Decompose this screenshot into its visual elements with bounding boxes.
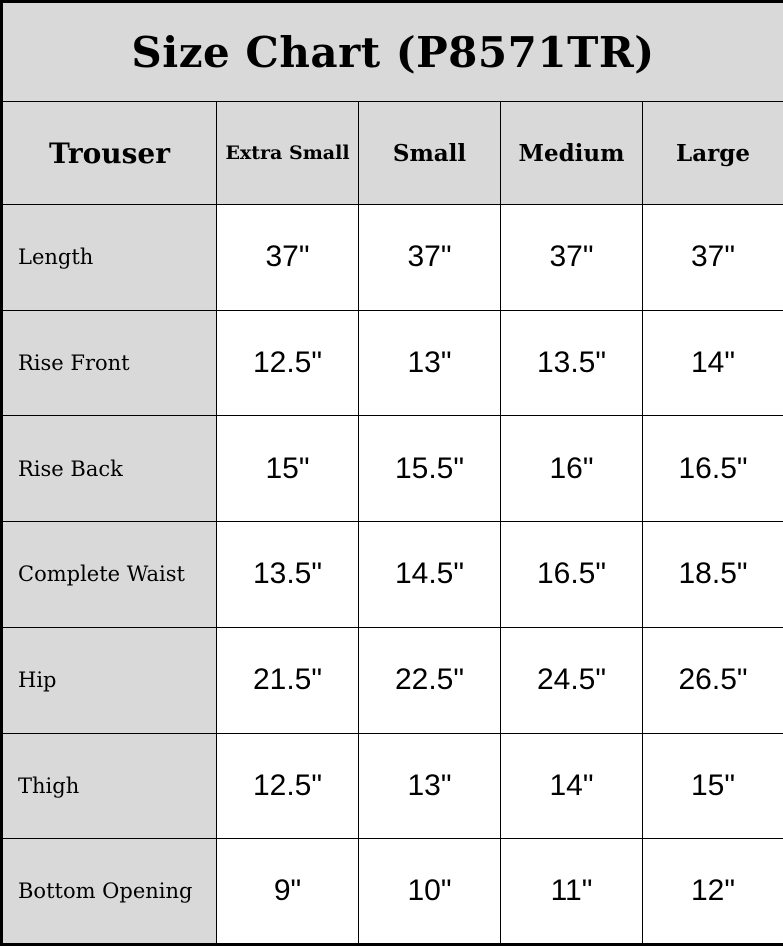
size-value-cell: 15" (643, 733, 783, 839)
table-row (2, 522, 783, 628)
size-value-cell: 16" (501, 416, 643, 522)
table-row (2, 310, 783, 416)
size-value-cell: 26.5" (643, 627, 783, 733)
row-label: Bottom Opening (2, 839, 217, 945)
size-value-cell: 15.5" (359, 416, 501, 522)
size-chart-body (2, 205, 783, 945)
column-header-extra-small: Extra Small (217, 102, 359, 205)
size-value-cell: 13.5" (217, 522, 359, 628)
table-row (2, 733, 783, 839)
row-label: Complete Waist (2, 522, 217, 628)
size-value-cell: 11" (501, 839, 643, 945)
header-row (2, 102, 783, 205)
column-header-medium: Medium (501, 102, 643, 205)
row-label: Thigh (2, 733, 217, 839)
row-label: Hip (2, 627, 217, 733)
size-value-cell: 16.5" (643, 416, 783, 522)
size-value-cell: 16.5" (501, 522, 643, 628)
chart-title: Size Chart (P8571TR) (2, 2, 783, 102)
size-value-cell: 12" (643, 839, 783, 945)
size-value-cell: 37" (501, 205, 643, 311)
size-value-cell: 13.5" (501, 310, 643, 416)
size-value-cell: 15" (217, 416, 359, 522)
row-label: Rise Front (2, 310, 217, 416)
table-row (2, 416, 783, 522)
size-value-cell: 24.5" (501, 627, 643, 733)
column-header-small: Small (359, 102, 501, 205)
size-value-cell: 21.5" (217, 627, 359, 733)
size-value-cell: 13" (359, 310, 501, 416)
size-value-cell: 37" (217, 205, 359, 311)
size-value-cell: 14" (643, 310, 783, 416)
table-row (2, 627, 783, 733)
size-value-cell: 10" (359, 839, 501, 945)
size-value-cell: 9" (217, 839, 359, 945)
size-value-cell: 12.5" (217, 310, 359, 416)
size-value-cell: 22.5" (359, 627, 501, 733)
size-value-cell: 37" (643, 205, 783, 311)
size-value-cell: 14" (501, 733, 643, 839)
column-header-large: Large (643, 102, 783, 205)
table-row (2, 205, 783, 311)
size-value-cell: 13" (359, 733, 501, 839)
size-value-cell: 18.5" (643, 522, 783, 628)
size-value-cell: 37" (359, 205, 501, 311)
size-value-cell: 14.5" (359, 522, 501, 628)
row-label: Length (2, 205, 217, 311)
corner-header-trouser: Trouser (2, 102, 217, 205)
row-label: Rise Back (2, 416, 217, 522)
table-row (2, 839, 783, 945)
title-row (2, 2, 783, 102)
size-value-cell: 12.5" (217, 733, 359, 839)
